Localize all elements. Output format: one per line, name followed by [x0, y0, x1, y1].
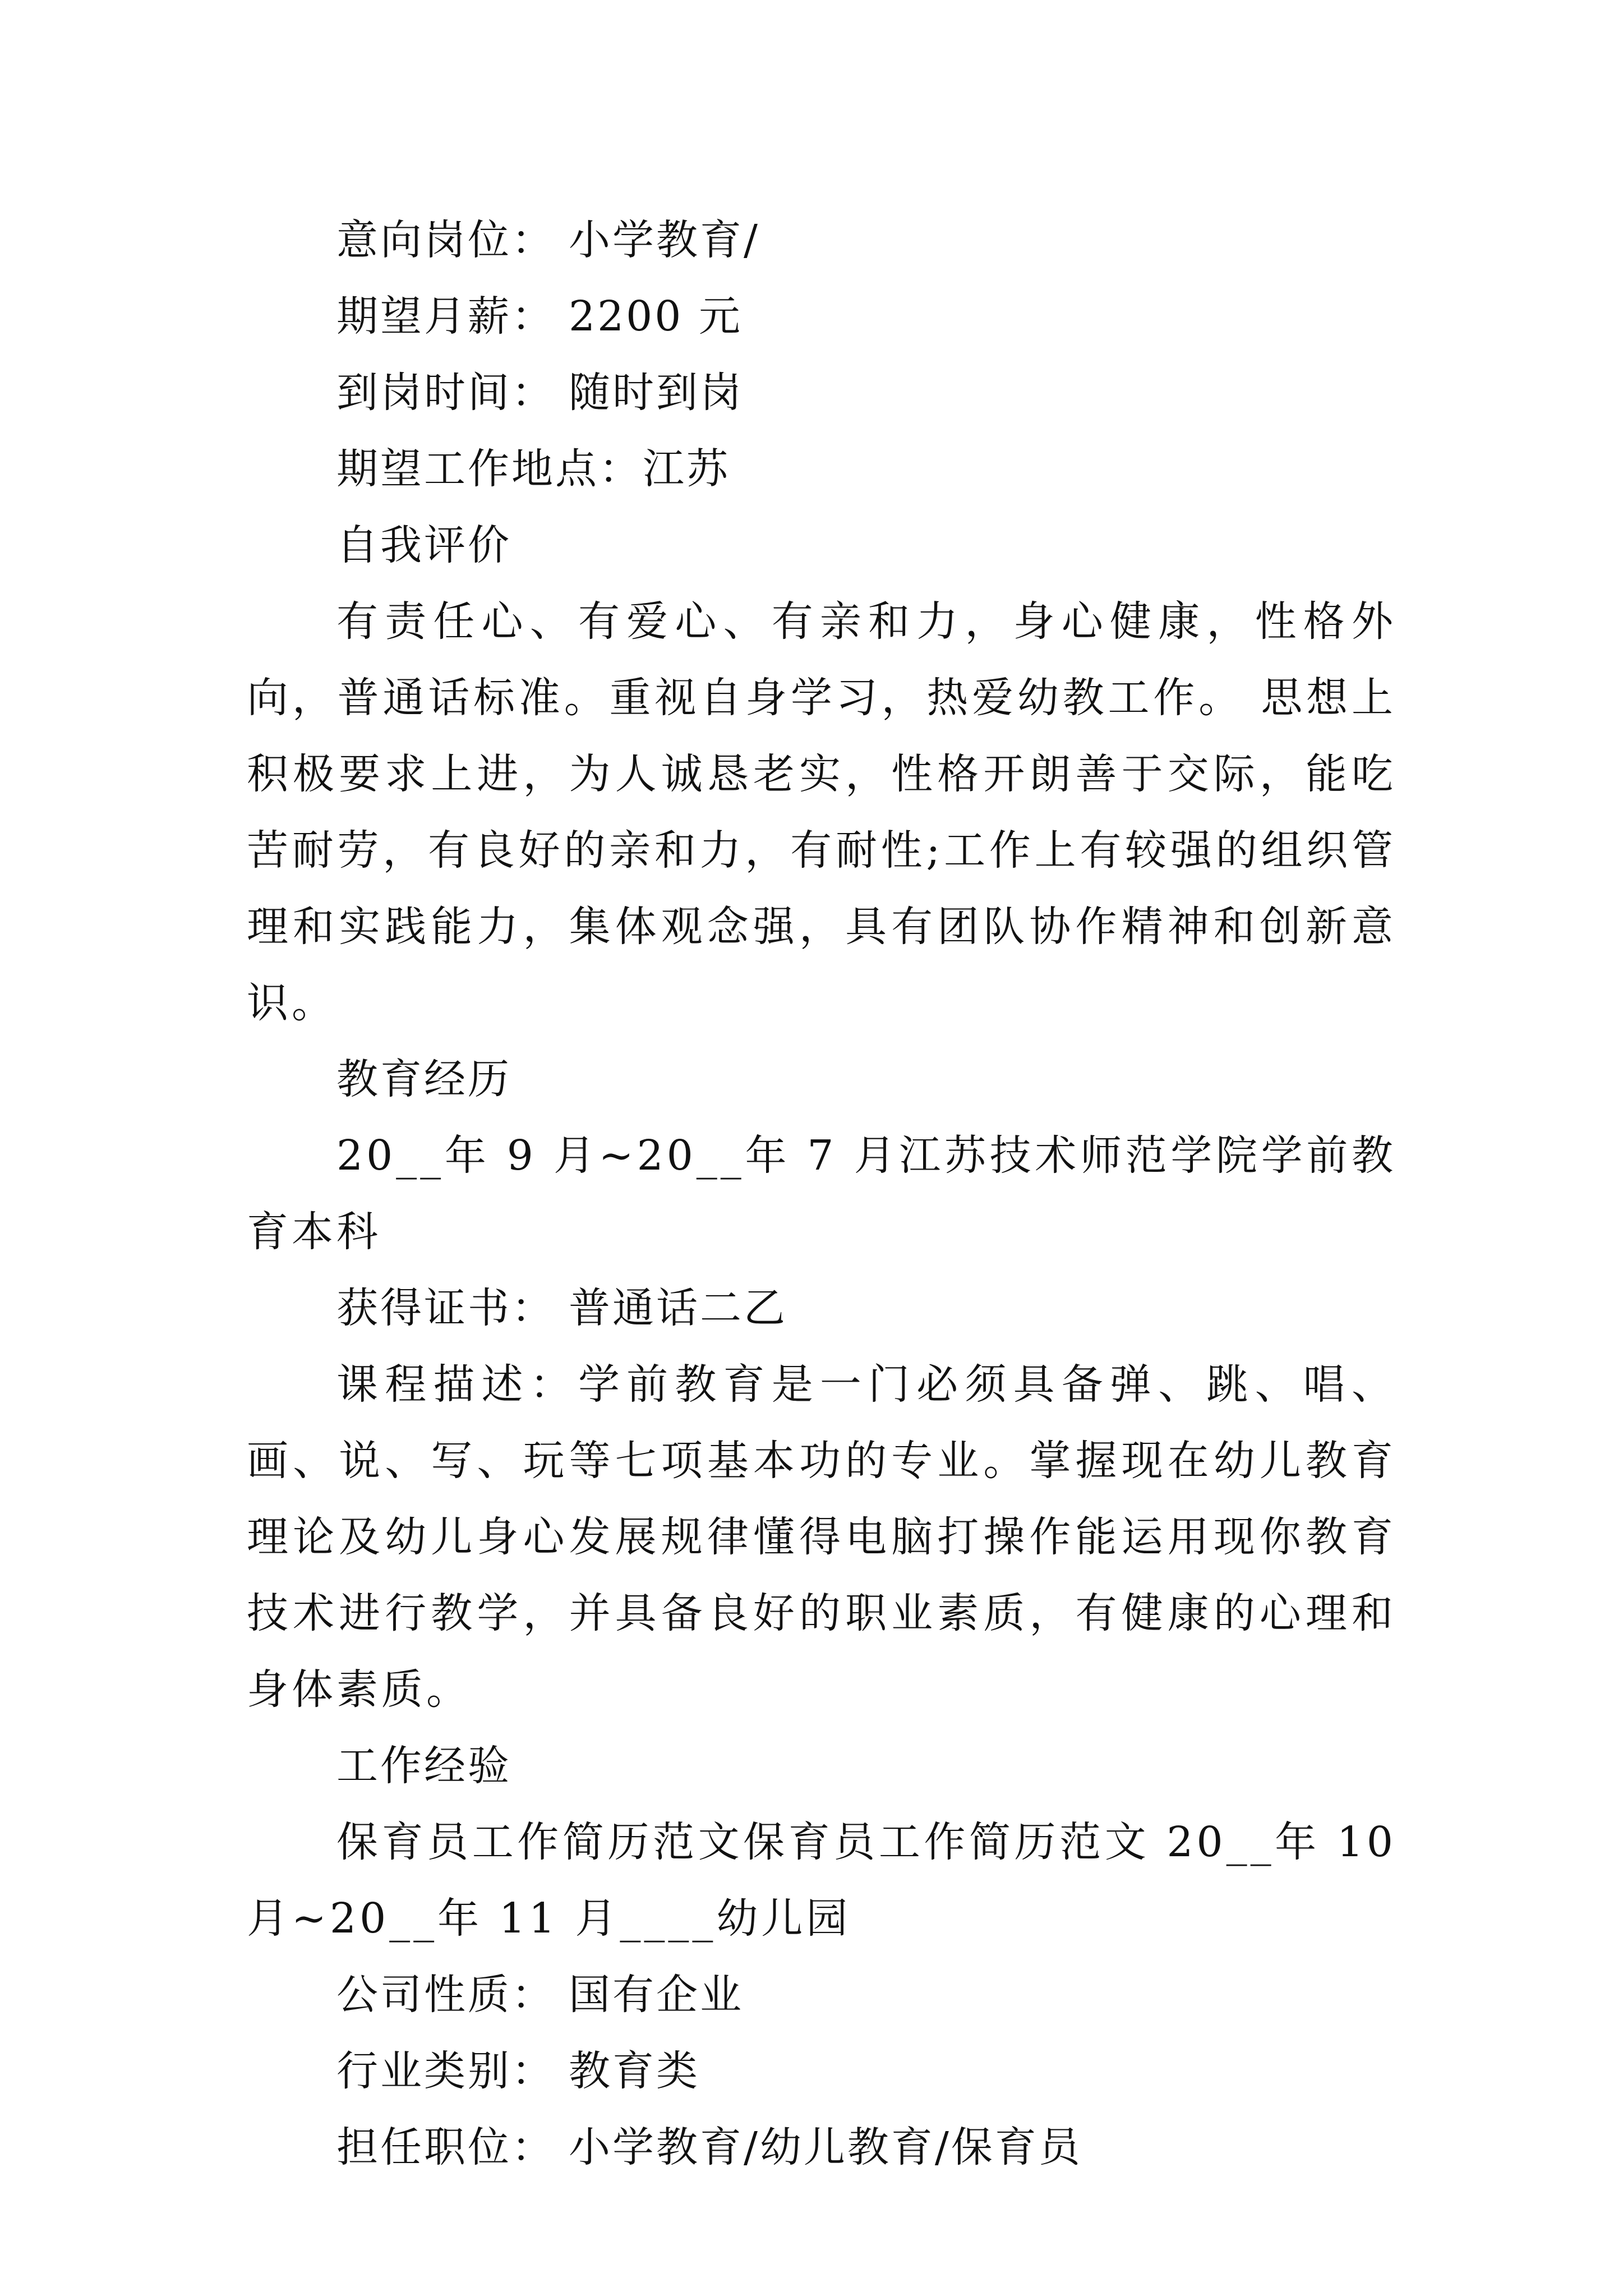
- industry-label: 行业类别：: [336, 2047, 555, 2095]
- intent-arrival-label: 到岗时间：: [336, 369, 555, 417]
- education-entry: 20__年 9 月~20__年 7 月江苏技术师范学院学前教育本科: [247, 1131, 1396, 1256]
- self-evaluation-text: 有责任心、有爱心、有亲和力，身心健康，性格外向，普通话标准。重视自身学习，热爱幼教工作。 思想上积极要求上进，为人诚恳老实，性格开朗善于交际，能吃苦耐劳，有良好的亲和力，有耐性;工作上有较强的组织管理和实践能力，集体观念强，具有团队协作精神和创新意识。: [247, 597, 1396, 1027]
- intent-salary-value: 2200 元: [569, 292, 743, 341]
- work-entry: 保育员工作简历范文保育员工作简历范文 20__年 10 月~20__年 11 月____幼儿园: [247, 1818, 1396, 1943]
- intent-location-label: 期望工作地点：: [336, 445, 643, 493]
- industry-line: [247, 2033, 1396, 2109]
- company-type-value: 国有企业: [569, 1971, 744, 2019]
- certificate-label: 获得证书：: [336, 1284, 555, 1332]
- intent-location-line: [247, 431, 1396, 507]
- intent-arrival-value: 随时到岗: [569, 369, 744, 417]
- role-label: 担任职位：: [336, 2123, 555, 2171]
- certificate-value: 普通话二乙: [569, 1284, 787, 1332]
- resume-content: [247, 202, 1396, 2185]
- education-heading: 教育经历: [336, 1055, 511, 1103]
- intent-arrival-line: [247, 355, 1396, 431]
- company-type-label: 公司性质：: [336, 1971, 555, 2019]
- role-value: 小学教育/幼儿教育/保育员: [569, 2123, 1082, 2171]
- self-evaluation-heading: 自我评价: [336, 521, 511, 569]
- intent-position-line: [247, 202, 1396, 278]
- intent-position-value: 小学教育/: [569, 216, 760, 264]
- intent-salary-label: 期望月薪：: [336, 292, 555, 341]
- intent-location-value: 江苏: [643, 445, 730, 493]
- industry-value: 教育类: [569, 2047, 700, 2095]
- company-type-line: [247, 1957, 1396, 2033]
- intent-position-label: 意向岗位：: [336, 216, 555, 264]
- work-heading: 工作经验: [336, 1742, 511, 1790]
- role-line: [247, 2109, 1396, 2185]
- intent-salary-line: [247, 278, 1396, 355]
- certificate-line: [247, 1270, 1396, 1346]
- course-description: 课程描述：学前教育是一门必须具备弹、跳、唱、画、说、写、玩等七项基本功的专业。掌握现在幼儿教育理论及幼儿身心发展规律懂得电脑打操作能运用现你教育技术进行教学，并具备良好的职业素质，有健康的心理和身体素质。: [247, 1360, 1396, 1714]
